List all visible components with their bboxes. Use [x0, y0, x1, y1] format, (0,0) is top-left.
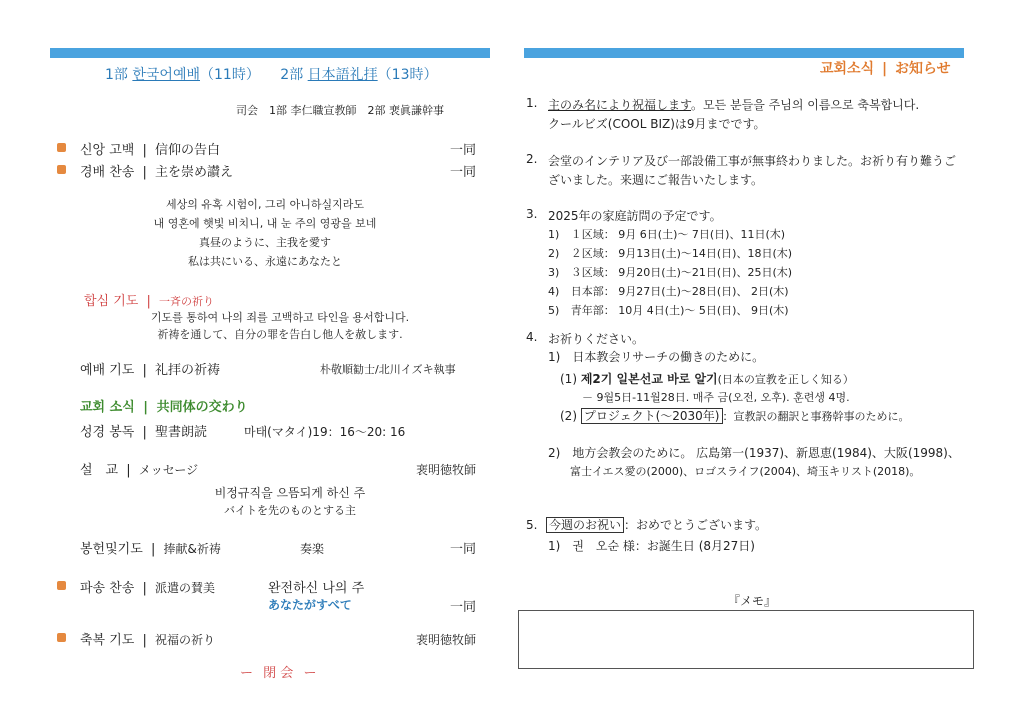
- korean-service-title: 한국어예배: [132, 67, 200, 83]
- notice-number: 3.: [526, 207, 538, 221]
- visit-row: [548, 302, 789, 318]
- japanese-service-title: 日本語礼拝: [307, 67, 378, 83]
- celebration-box: 今週のお祝い: [546, 517, 624, 533]
- item-sep: |: [150, 542, 156, 557]
- closing-dash: ー: [303, 666, 317, 681]
- sub-label: (2): [560, 409, 577, 423]
- confession-item: [80, 139, 220, 158]
- item-sep: |: [142, 143, 147, 158]
- notice-2-line2: ざいました。来週にご報告いたします。: [548, 173, 764, 187]
- hymn-line: 私は共にいる、永遠にあなたと: [188, 255, 342, 268]
- visit-row-area: １区域：: [570, 228, 615, 241]
- part1-time: （11時）: [200, 67, 260, 83]
- offering-mid: 奏楽: [300, 542, 325, 556]
- prayer-jp: 一斉の祈り: [159, 295, 215, 308]
- closing-line: [240, 662, 316, 681]
- item-jp: 祝福の祈り: [155, 633, 216, 647]
- item-jp: 信仰の告白: [155, 143, 221, 158]
- visit-row-dates: 9月13日(土)〜14日(日)、18日(木): [618, 247, 793, 260]
- notice-number: 1.: [526, 96, 538, 110]
- notice-number: 4.: [526, 330, 538, 344]
- item-bullet-icon: [57, 633, 66, 642]
- praise-who: 一同: [450, 165, 477, 180]
- sending-hymn-title-kr: 완전하신 나의 주: [268, 581, 365, 596]
- news-title-sep: |: [881, 61, 888, 77]
- notice-5-rest: ：おめでとうございます。: [624, 518, 768, 532]
- visit-row-num: 5): [548, 304, 560, 317]
- sending-hymn-who: 一同: [450, 600, 477, 615]
- item-jp: 礼拝の祈祷: [155, 363, 221, 378]
- sermon-title-kr: 비정규직을 으뜸되게 하신 주: [214, 486, 366, 500]
- closing-text: 閉 会: [263, 666, 294, 681]
- item-sep: |: [142, 633, 147, 648]
- notice-4-sub1: 1) 日本教会リサーチの働きのために。: [548, 350, 765, 364]
- praise-item: [80, 161, 233, 180]
- part2-label: 2部: [280, 67, 304, 83]
- notice-1-rest: 。모든 분들을 주님의 이름으로 축복합니다.: [691, 98, 920, 112]
- item-kr: 예배 기도: [80, 363, 135, 378]
- item-sep: |: [142, 581, 147, 596]
- visit-row: [548, 226, 785, 242]
- presider-line: 司会 1部 李仁職宣教師 2部 裵眞謙幹事: [236, 104, 444, 117]
- visit-row-dates: 9月 6日(土)〜 7日(日)、11日(木): [618, 228, 786, 241]
- visit-row-dates: 9月27日(土)〜28日(日)、 2日(木): [618, 285, 789, 298]
- sending-hymn-title-jp: あなたがすべて: [268, 598, 352, 612]
- notice-1: [548, 96, 919, 113]
- item-jp: メッセージ: [138, 463, 199, 477]
- worship-prayer-item: [80, 359, 220, 378]
- blessing-item: [80, 629, 215, 648]
- blessing-who: 裵明徳牧師: [416, 633, 477, 647]
- notice-3-line1: 2025年の家庭訪問の予定です。: [548, 209, 722, 223]
- scripture-ref: 마태(マタイ)19：16〜20: 16: [244, 425, 406, 439]
- hymn-line: 真昼のように、主我を愛す: [199, 236, 331, 249]
- visit-row-num: 3): [548, 266, 560, 279]
- notice-number: 2.: [526, 152, 538, 166]
- church-news-item: [80, 396, 248, 415]
- item-sep: |: [142, 425, 147, 440]
- item-bullet-icon: [57, 165, 66, 174]
- visit-row-area: 日本部：: [570, 285, 615, 298]
- item-jp: 主を崇め讃え: [155, 165, 234, 180]
- item-bullet-icon: [57, 143, 66, 152]
- prayer-line: 기도를 통하여 나의 죄를 고백하고 타인을 용서합니다.: [150, 311, 410, 324]
- item-sep: |: [143, 400, 149, 415]
- item-sep: |: [126, 463, 131, 478]
- visit-row-num: 2): [548, 247, 560, 260]
- item-kr: 경배 찬송: [80, 165, 135, 180]
- sub-bold: 제2기 일본선교 바로 알기: [580, 372, 718, 386]
- news-title-kr: 교회소식: [820, 61, 875, 77]
- notice-4-sub1a-detail: － 9월5日-11월28日. 매주 금(오전, 오후). 훈련생 4명.: [582, 391, 850, 404]
- item-kr: 파송 찬송: [80, 581, 135, 596]
- scripture-item: [80, 421, 207, 440]
- notice-4-sub2: 2) 地方会教会のために。 広島第一(1937)、新恩恵(1984)、大阪(1998)、: [548, 446, 960, 460]
- item-kr: 봉헌및기도: [80, 542, 143, 557]
- notice-4-line1: お祈りください。: [548, 332, 645, 346]
- service-header: [105, 64, 445, 84]
- visit-row: [548, 264, 792, 280]
- visit-row-num: 4): [548, 285, 560, 298]
- left-top-bar: [50, 48, 490, 58]
- hymn-line: 내 영혼에 햇빛 비치니, 내 눈 주의 영광을 보네: [153, 217, 377, 230]
- item-bullet-icon: [57, 581, 66, 590]
- unison-prayer-heading: [84, 290, 214, 309]
- item-jp: 捧献&祈祷: [163, 542, 221, 556]
- news-title: [820, 58, 951, 78]
- sub-rest: ：宣教訳の翻訳と事務幹事のために。: [722, 410, 910, 423]
- visit-row-area: ３区域：: [570, 266, 615, 279]
- visit-row-dates: 9月20日(土)〜21日(日)、25日(木): [618, 266, 793, 279]
- notice-5: [546, 516, 767, 533]
- notice-4-sub1b: [560, 407, 910, 424]
- sub-label: (1): [560, 372, 577, 386]
- notice-4-sub2-line2: 富士イエス愛の(2000)、ロゴスライフ(2004)、埼玉キリスト(2018)。: [570, 465, 921, 478]
- item-kr: 성경 봉독: [80, 425, 135, 440]
- item-jp: 共同体の交わり: [156, 400, 248, 415]
- part1-label: 1部: [105, 67, 128, 83]
- memo-label: 『メモ』: [728, 594, 777, 608]
- sub-rest: (日本の宣教を正しく知る）: [717, 373, 854, 386]
- item-sep: |: [142, 165, 147, 180]
- item-sep: |: [142, 363, 147, 378]
- notice-2-line1: 会堂のインテリア及び一部設備工事が無事終わりました。お祈り有り難うご: [548, 154, 957, 168]
- notice-5-sub1: 1) 권 오순 様：お誕生日 (8月27日): [548, 539, 755, 553]
- offering-item: [80, 538, 221, 557]
- right-top-bar: [524, 48, 964, 58]
- prayer-kr: 합심 기도: [84, 294, 139, 309]
- visit-row: [548, 245, 792, 261]
- item-kr: 신앙 고백: [80, 143, 135, 158]
- visit-row-dates: 10月 4日(土)〜 5日(日)、 9日(木): [618, 304, 789, 317]
- project-box: プロジェクト(〜2030年): [581, 408, 723, 424]
- item-kr: 설 교: [80, 463, 119, 478]
- offering-who: 一同: [450, 542, 477, 557]
- item-kr: 축복 기도: [80, 633, 135, 648]
- closing-dash: ー: [240, 666, 254, 681]
- item-jp: 派遣の賛美: [155, 581, 216, 595]
- news-title-jp: お知らせ: [894, 61, 951, 77]
- item-kr: 교회 소식: [80, 400, 135, 415]
- prayer-line: 祈祷を通して、自分の罪を告白し他人を赦します.: [157, 328, 403, 341]
- notice-4-sub1a: [560, 370, 854, 387]
- hymn-line: 세상의 유혹 시험이, 그리 아니하실지라도: [165, 198, 365, 211]
- item-jp: 聖書朗読: [155, 425, 208, 440]
- visit-row-area: ２区域：: [570, 247, 615, 260]
- worship-prayer-who: 朴敬順勧士/北川イズキ執事: [320, 363, 456, 376]
- notice-number: 5.: [526, 518, 538, 532]
- confession-who: 一同: [450, 143, 477, 158]
- visit-row-area: 青年部：: [570, 304, 615, 317]
- memo-box[interactable]: [518, 610, 974, 669]
- sending-hymn-item: [80, 577, 215, 596]
- sermon-title-jp: バイトを先のものとする主: [224, 504, 356, 517]
- visit-row: [548, 283, 789, 299]
- sermon-who: 裵明徳牧師: [416, 463, 477, 477]
- part2-time: （13時）: [377, 67, 438, 83]
- prayer-sep: |: [146, 294, 151, 309]
- sermon-item: [80, 459, 198, 478]
- visit-row-num: 1): [548, 228, 560, 241]
- notice-1-line2: クールビズ(COOL BIZ)は9月までです。: [548, 117, 766, 131]
- notice-1-underlined: 主のみ名により祝福します: [548, 98, 692, 112]
